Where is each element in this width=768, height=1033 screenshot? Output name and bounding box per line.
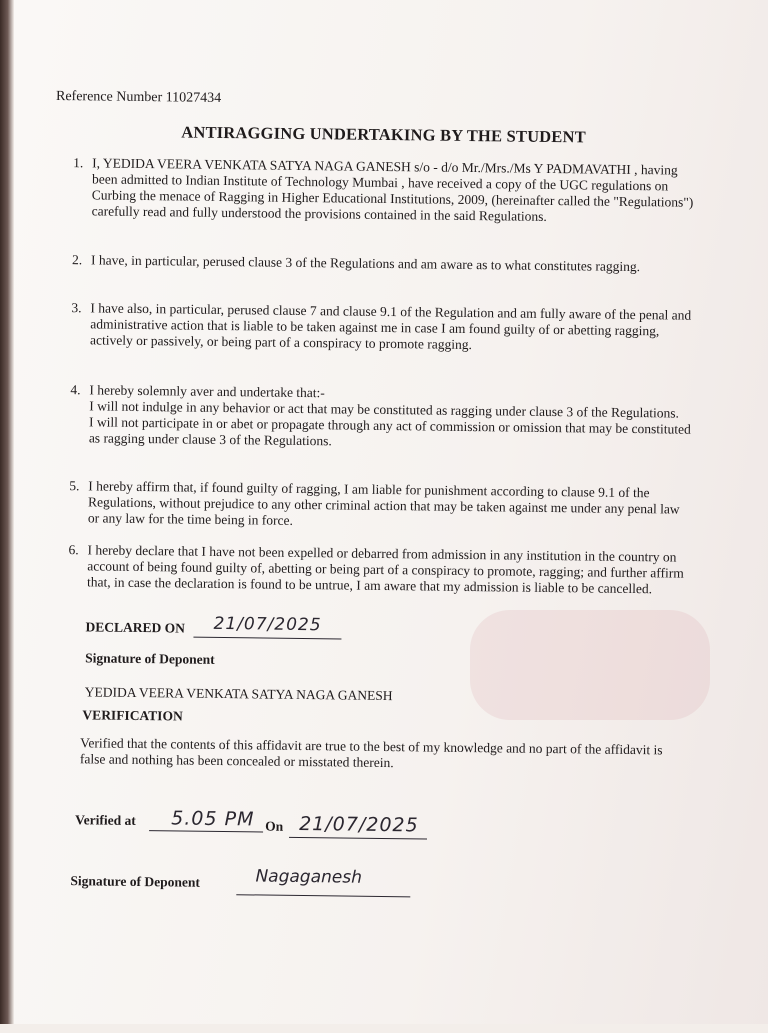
verified-at-time: 5.05 PM <box>171 807 255 831</box>
verification-text: Verified that the contents of this affidavit are true to the best of my knowledge and no part of the affidavit is false and nothing has been concealed or misstated therein. <box>79 735 663 771</box>
document-title: ANTIRAGGING UNDERTAKING BY THE STUDENT <box>181 122 587 147</box>
clause-2 <box>72 252 696 276</box>
clause-6 <box>68 542 693 598</box>
clause-number: 2. <box>71 252 83 268</box>
clause-number: 3. <box>71 300 82 316</box>
verification-heading: VERIFICATION <box>82 707 183 724</box>
clause-text: I have also, in particular, perused clause 7 and clause 9.1 of the Regulation and am fully aware of the penal and administrative action that is liable to be taken against me in case I am found guilty of or abetting ragging, actively or passively, or being part of a conspiracy to promote ragging. <box>89 300 692 353</box>
clause-4 <box>70 382 695 454</box>
declared-on-underline <box>193 637 341 640</box>
verified-on-date: 21/07/2025 <box>299 812 419 837</box>
declared-on-label: DECLARED ON <box>85 619 186 636</box>
clause-number: 1. <box>73 155 84 171</box>
clause-number: 4. <box>70 382 81 398</box>
clause-text: I hereby declare that I have not been expelled or debarred from admission in any institution in the country on account of being found guilty of, abetting or being part of a conspiracy to promote, ragging; and further affirm that, in case the declaration is found to be untrue, I am aware that my admission is liable to be cancelled. <box>87 542 684 597</box>
clause-5 <box>69 478 694 534</box>
clause-1 <box>73 155 698 227</box>
reference-number: Reference Number 11027434 <box>55 88 222 106</box>
clause-text: I will not participate in or abet or propagate through any act of commission or omission that may be constituted as ragging under clause 3 of the Regulations. <box>88 414 691 449</box>
handwritten-signature: Nagaganesh <box>255 866 363 888</box>
clause-number: 5. <box>69 478 80 494</box>
verified-at-underline <box>149 830 263 832</box>
clause-text: I will not indulge in any behavior or act that may be constituted as ragging under clause 3 of the Regulations. <box>89 398 680 421</box>
on-label: On <box>265 818 284 834</box>
clause-text: I hereby affirm that, if found guilty of ragging, I am liable for punishment according to clause 9.1 of the Regulations, without prejudice to any other criminal action that may be taken against me under any penal law or any law for the time being in force. <box>87 478 680 528</box>
deponent-name: YEDIDA VEERA VENKATA SATYA NAGA GANESH <box>84 684 393 704</box>
verified-at-label: Verified at <box>75 812 136 828</box>
declared-on-date: 21/07/2025 <box>213 613 322 636</box>
signature-underline <box>236 894 410 897</box>
clause-text: I hereby solemnly aver and undertake that:- <box>89 382 325 401</box>
signature-label: Signature of Deponent <box>70 873 201 890</box>
clause-number: 6. <box>68 542 79 558</box>
clause-3 <box>71 300 696 356</box>
verified-on-underline <box>289 837 427 840</box>
clause-text: I have, in particular, perused clause 3 of the Regulations and am aware as to what constitutes ragging. <box>90 252 641 275</box>
signature-label: Signature of Deponent <box>85 650 215 667</box>
clause-text: I, YEDIDA VEERA VENKATA SATYA NAGA GANESH s/o - d/o Mr./Mrs./Ms Y PADMAVATHI , having been admitted to Indian Institute of Technology Mumbai , have received a copy of the UGC regulations on Curbing the menace of Ragging in Higher Educational Institutions, 2009, (hereinafter called the "Regulations") carefully read and fully understood the provisions contained in the said Regulations. <box>91 155 694 224</box>
